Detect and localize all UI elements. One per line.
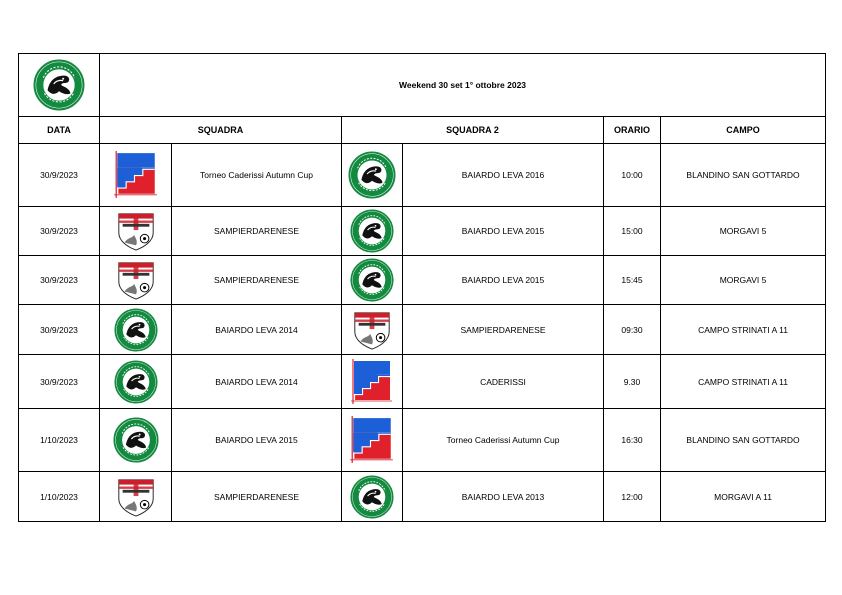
sampierdarenese-logo-icon <box>115 259 157 301</box>
club-logo-cell <box>19 54 100 117</box>
baiardo-logo-icon <box>114 308 158 352</box>
date-cell: 30/9/2023 <box>19 355 100 409</box>
sampierdarenese-logo-icon <box>115 476 157 518</box>
table-row <box>19 472 826 522</box>
team2-logo-cell <box>342 256 403 305</box>
team2-name: SAMPIERDARENESE <box>403 305 604 355</box>
team2-name: BAIARDO LEVA 2015 <box>403 207 604 256</box>
time-cell: 09:30 <box>604 305 661 355</box>
date-cell: 30/9/2023 <box>19 305 100 355</box>
caderissi-logo-icon <box>113 150 159 200</box>
column-header-squadra: SQUADRA <box>100 117 342 144</box>
sampierdarenese-logo-icon <box>351 309 393 351</box>
team1-logo-cell <box>100 305 172 355</box>
date-cell: 1/10/2023 <box>19 409 100 472</box>
column-header-squadra2: SQUADRA 2 <box>342 117 604 144</box>
table-row <box>19 355 826 409</box>
date-cell: 30/9/2023 <box>19 256 100 305</box>
field-cell: MORGAVI 5 <box>661 207 826 256</box>
date-cell: 1/10/2023 <box>19 472 100 522</box>
column-header-campo: CAMPO <box>661 117 826 144</box>
team1-logo-cell <box>100 409 172 472</box>
team2-name: BAIARDO LEVA 2013 <box>403 472 604 522</box>
time-cell: 15:45 <box>604 256 661 305</box>
team1-name: SAMPIERDARENESE <box>172 256 342 305</box>
field-cell: MORGAVI 5 <box>661 256 826 305</box>
baiardo-logo-icon <box>350 475 394 519</box>
caderissi-logo-icon <box>349 415 395 465</box>
field-cell: CAMPO STRINATI A 11 <box>661 355 826 409</box>
column-header-data: DATA <box>19 117 100 144</box>
page-title: Weekend 30 set 1° ottobre 2023 <box>100 54 826 117</box>
team1-name: BAIARDO LEVA 2014 <box>172 355 342 409</box>
team2-name: CADERISSI <box>403 355 604 409</box>
team2-logo-cell <box>342 355 403 409</box>
baiardo-logo-icon <box>348 151 396 199</box>
club-logo-icon <box>33 59 85 111</box>
table-row <box>19 144 826 207</box>
table-row <box>19 207 826 256</box>
baiardo-logo-icon <box>350 258 394 302</box>
team1-logo-cell <box>100 355 172 409</box>
table-row <box>19 256 826 305</box>
team2-name: BAIARDO LEVA 2016 <box>403 144 604 207</box>
field-cell: CAMPO STRINATI A 11 <box>661 305 826 355</box>
team1-name: BAIARDO LEVA 2015 <box>172 409 342 472</box>
team2-logo-cell <box>342 472 403 522</box>
time-cell: 15:00 <box>604 207 661 256</box>
team1-logo-cell <box>100 144 172 207</box>
field-cell: MORGAVI A 11 <box>661 472 826 522</box>
time-cell: 9.30 <box>604 355 661 409</box>
baiardo-logo-icon <box>113 417 159 463</box>
team2-name: BAIARDO LEVA 2015 <box>403 256 604 305</box>
date-cell: 30/9/2023 <box>19 144 100 207</box>
column-header-orario: ORARIO <box>604 117 661 144</box>
field-cell: BLANDINO SAN GOTTARDO <box>661 144 826 207</box>
date-cell: 30/9/2023 <box>19 207 100 256</box>
team1-name: SAMPIERDARENESE <box>172 207 342 256</box>
team1-name: Torneo Caderissi Autumn Cup <box>172 144 342 207</box>
team2-logo-cell <box>342 144 403 207</box>
schedule-table <box>18 53 826 522</box>
header-row <box>19 117 826 144</box>
time-cell: 12:00 <box>604 472 661 522</box>
team1-logo-cell <box>100 472 172 522</box>
baiardo-logo-icon <box>114 360 158 404</box>
time-cell: 16:30 <box>604 409 661 472</box>
sampierdarenese-logo-icon <box>115 210 157 252</box>
team2-name: Torneo Caderissi Autumn Cup <box>403 409 604 472</box>
team1-logo-cell <box>100 256 172 305</box>
time-cell: 10:00 <box>604 144 661 207</box>
field-cell: BLANDINO SAN GOTTARDO <box>661 409 826 472</box>
caderissi-logo-icon <box>350 358 394 406</box>
title-row <box>19 54 826 117</box>
team2-logo-cell <box>342 409 403 472</box>
team2-logo-cell <box>342 305 403 355</box>
baiardo-logo-icon <box>350 209 394 253</box>
table-row <box>19 409 826 472</box>
team2-logo-cell <box>342 207 403 256</box>
table-row <box>19 305 826 355</box>
team1-logo-cell <box>100 207 172 256</box>
team1-name: SAMPIERDARENESE <box>172 472 342 522</box>
team1-name: BAIARDO LEVA 2014 <box>172 305 342 355</box>
